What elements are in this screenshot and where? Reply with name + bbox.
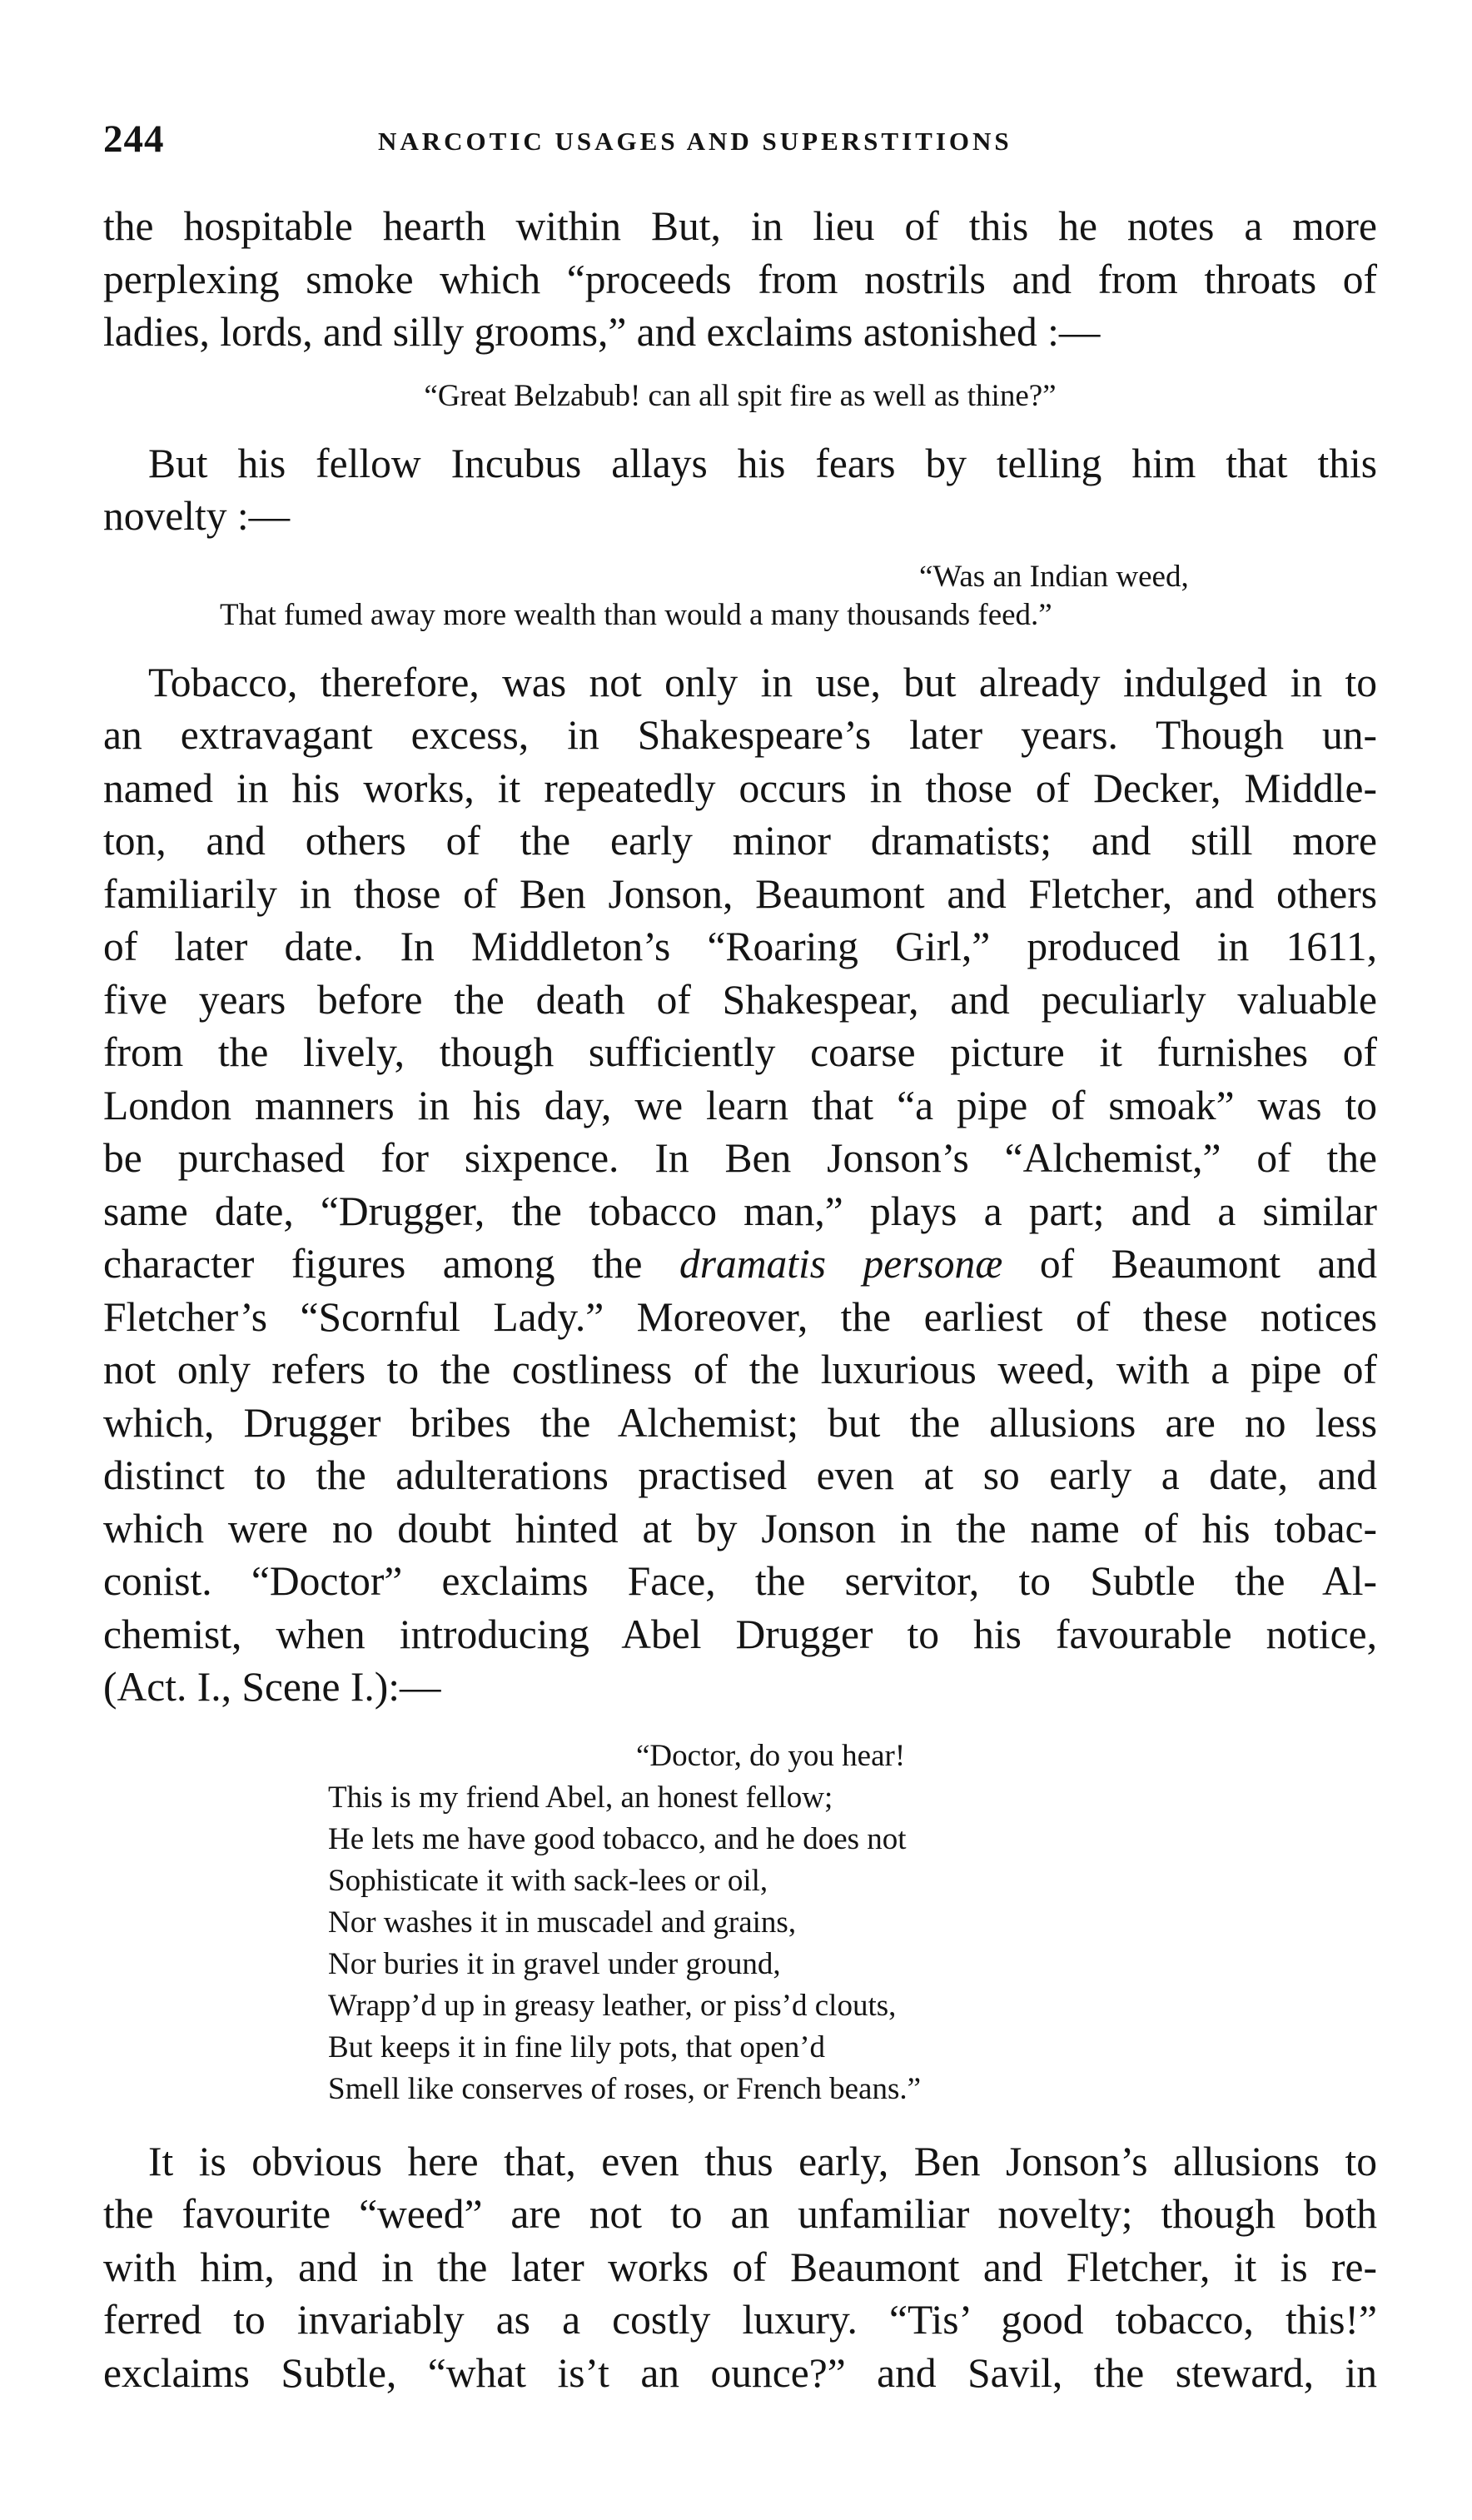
page-number: 244 (103, 117, 165, 161)
paragraph-2 (103, 437, 1377, 543)
text-line: from the lively, though sufficiently coarse picture it furnishes of (103, 1029, 1377, 1075)
text-line: of later date. In Middleton’s “Roaring Girl,” produced in 1611, (103, 924, 1377, 969)
text-line: perplexing smoke which “proceeds from nostrils and from throats of (103, 256, 1377, 302)
text-line: not only refers to the costliness of the luxurious weed, with a pipe of (103, 1347, 1377, 1392)
paragraph-4 (103, 2135, 1377, 2400)
paragraph-1 (103, 200, 1377, 359)
quotation-indian-weed (103, 558, 1377, 635)
text-segment: of Beaumont and (1039, 1241, 1378, 1287)
text-line: be purchased for sixpence. In Ben Jonson’s “Alchemist,” of the (103, 1135, 1377, 1181)
verse-quotation-alchemist (103, 1736, 1377, 2110)
verse-line: Smell like conserves of roses, or French beans.” (328, 2071, 922, 2106)
verse-line: This is my friend Abel, an honest fellow; (328, 1780, 833, 1815)
text-line: ton, and others of the early minor dramatists; and still more (103, 818, 1377, 864)
text-line: But his fellow Incubus allays his fears by telling him that this (148, 440, 1377, 486)
verse-line: Sophisticate it with sack-lees or oil, (328, 1863, 768, 1898)
text-line: It is obvious here that, even thus early, Ben Jonson’s allusions to (148, 2138, 1377, 2184)
quote-line: “Was an Indian weed, (919, 559, 1189, 594)
verse-line: Wrapp’d up in greasy leather, or piss’d clouts, (328, 1988, 897, 2023)
text-line (103, 1238, 1377, 1291)
verse-line: “Doctor, do you hear! (636, 1738, 906, 1773)
verse-line: He lets me have good tobacco, and he does not (328, 1821, 907, 1856)
quotation-belzabub: “Great Belzabub! can all spit fire as well as thine?” (424, 378, 1057, 413)
text-line: which, Drugger bribes the Alchemist; but the allusions are no less (103, 1399, 1377, 1446)
text-line: the favourite “weed” are not to an unfamiliar novelty; though both (103, 2191, 1377, 2237)
text-line: (Act. I., Scene I.):— (103, 1664, 441, 1710)
book-page (103, 117, 1377, 2399)
text-line: named in his works, it repeatedly occurs in those of Decker, Middle- (103, 764, 1377, 811)
text-line: London manners in his day, we learn that “a pipe of smoak” was to (103, 1082, 1377, 1128)
text-line: conist. “Doctor” exclaims Face, the servitor, to Subtle the Al- (103, 1558, 1377, 1604)
text-line: same date, “Drugger, the tobacco man,” plays a part; and a similar (103, 1188, 1377, 1234)
paragraph-3 (103, 656, 1377, 1714)
text-line: distinct to the adulterations practised even at so early a date, and (103, 1452, 1377, 1498)
running-head (103, 117, 1377, 167)
text-line: with him, and in the later works of Beaumont and Fletcher, it is re- (103, 2244, 1377, 2290)
text-line: which were no doubt hinted at by Jonson in the name of his tobac- (103, 1505, 1377, 1551)
text-line: the hospitable hearth within But, in lieu of this he notes a more (103, 203, 1377, 249)
quote-line: That fumed away more wealth than would a many thousands feed.” (220, 597, 1052, 632)
text-segment: character figures among the (103, 1241, 643, 1287)
text-line: five years before the death of Shakespear, and peculiarly valuable (103, 976, 1377, 1023)
text-line: ladies, lords, and silly grooms,” and exclaims astonished :— (103, 309, 1101, 355)
verse-line: But keeps it in fine lily pots, that open’d (328, 2029, 826, 2064)
text-line: Tobacco, therefore, was not only in use, but already indulged in to (148, 659, 1377, 705)
italic-phrase: dramatis personæ (679, 1241, 1003, 1287)
verse-line: Nor buries it in gravel under ground, (328, 1946, 781, 1981)
text-line: familiarily in those of Ben Jonson, Beaumont and Fletcher, and others (103, 870, 1377, 917)
verse-line: Nor washes it in muscadel and grains, (328, 1905, 797, 1940)
text-line: Fletcher’s “Scornful Lady.” Moreover, the earliest of these notices (103, 1293, 1377, 1340)
text-line: exclaims Subtle, “what is’t an ounce?” and Savil, the steward, in (103, 2349, 1377, 2396)
running-title: NARCOTIC USAGES AND SUPERSTITIONS (378, 127, 1012, 156)
text-line: an extravagant excess, in Shakespeare’s later years. Though un- (103, 712, 1377, 758)
text-line: novelty :— (103, 493, 291, 539)
text-line: ferred to invariably as a costly luxury. “Tis’ good tobacco, this!” (103, 2297, 1377, 2343)
text-line: chemist, when introducing Abel Drugger to his favourable notice, (103, 1611, 1377, 1657)
